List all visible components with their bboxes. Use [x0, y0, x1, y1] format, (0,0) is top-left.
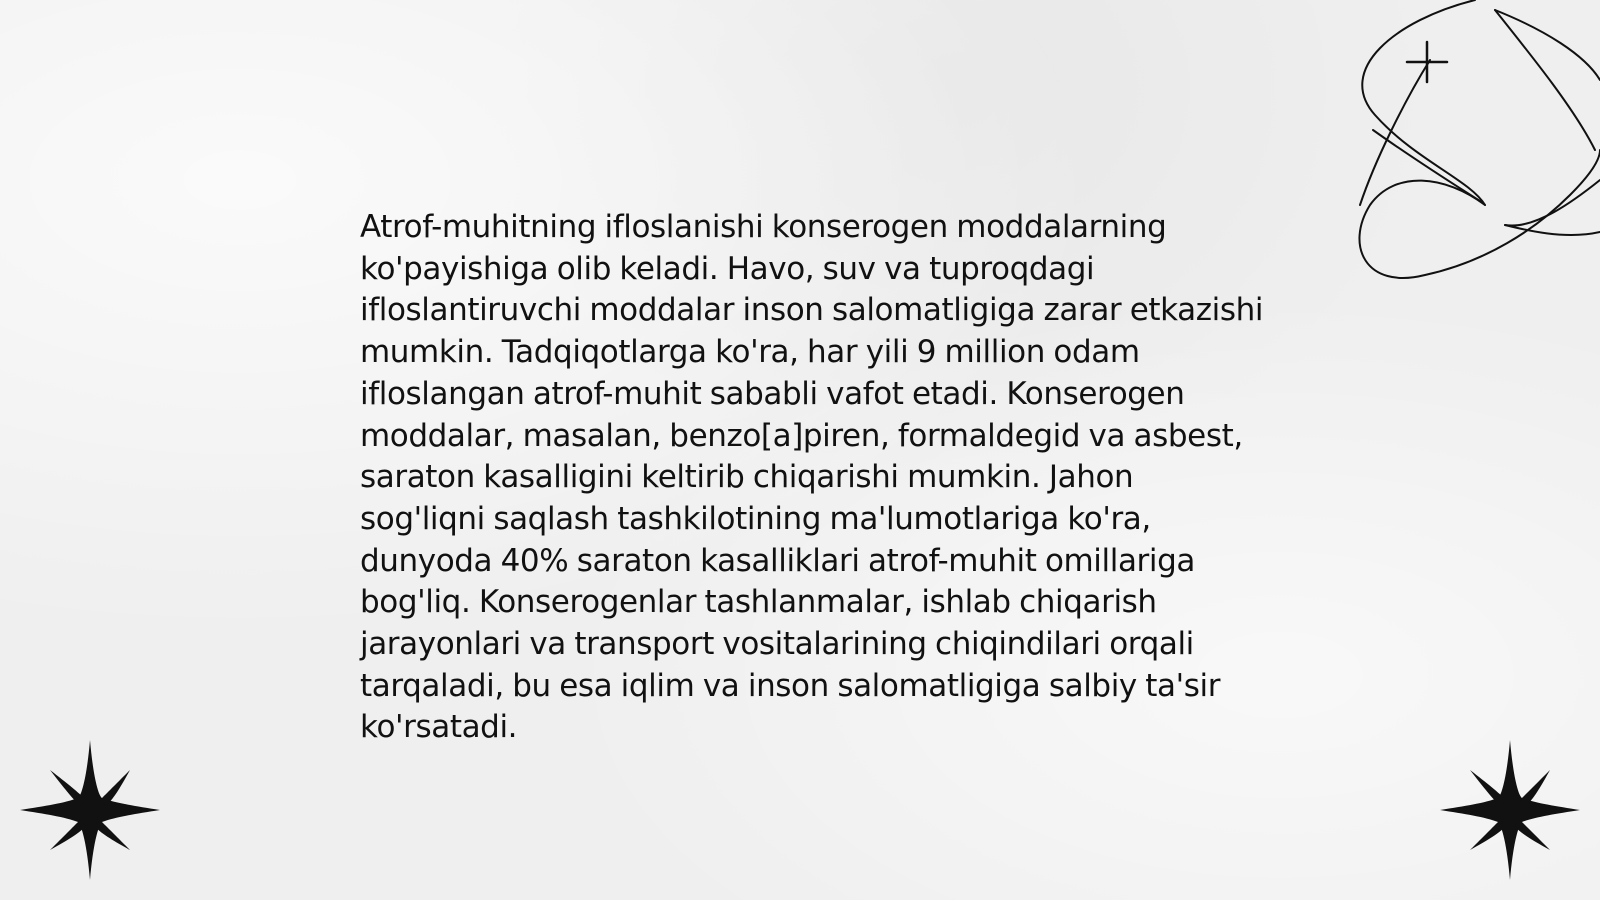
orbit-lines-icon — [1355, 0, 1600, 290]
body-paragraph: Atrof-muhitning ifloslanishi konserogen moddalarning ko'payishiga olib keladi. Havo, suv va tuproqdagi ifloslantiruvchi moddalar inson salomatligiga zarar etkazishi mumkin. Tadqiqotlarga ko'ra, har yili 9 million odam ifloslangan atrof-muhit sababli vafot etadi. Konserogen moddalar, masalan, benzo[a]piren, formaldegid va asbest, saraton kasalligini keltirib chiqarishi mumkin. Jahon sog'liqni saqlash tashkilotining ma'lumotlariga ko'ra, dunyoda 40% saraton kasalliklari atrof-muhit omillariga bog'liq. Konserogenlar tashlanmalar, ishlab chiqarish jarayonlari va transport vositalarining chiqindilari orqali tarqaladi, bu esa iqlim va inson salomatligiga salbiy ta'sir ko'rsatadi. — [360, 209, 1264, 746]
sparkle-star-icon — [1440, 740, 1580, 880]
sparkle-star-icon — [20, 740, 160, 880]
